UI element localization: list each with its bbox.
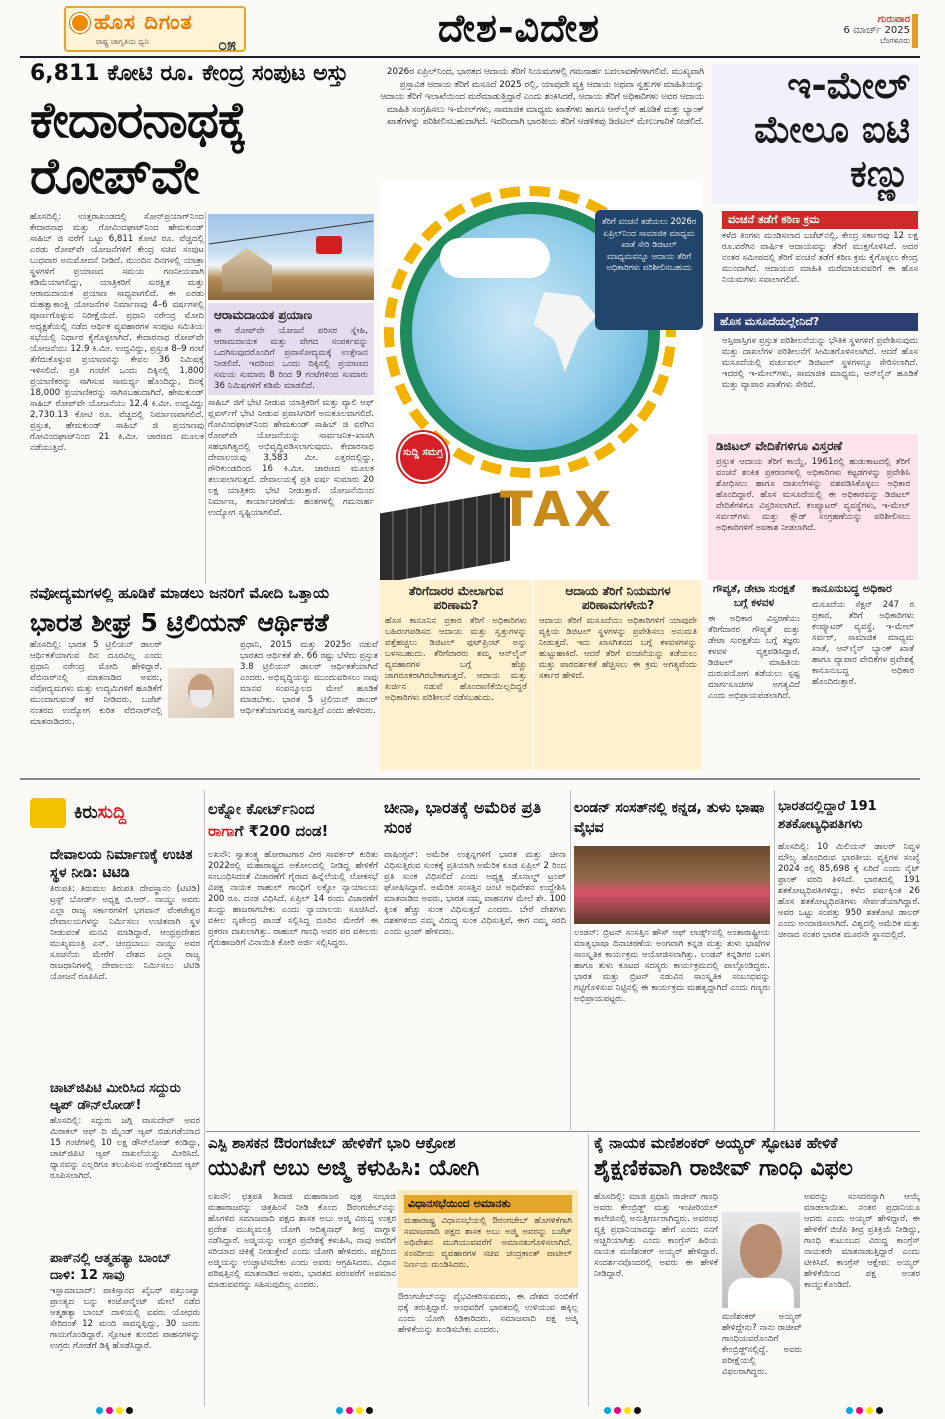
cable-car	[316, 236, 342, 254]
aiyar-headline: ಶೈಕ್ಷಣಿಕವಾಗಿ ರಾಜೀವ್ ಗಾಂಧಿ ವಿಫಲ	[594, 1156, 853, 1181]
suspension-box-title: ವಿಧಾನಸಭೆಯಿಂದ ಅಮಾನತು	[404, 1195, 572, 1213]
rules-impact-title: ಆದಾಯ ತೆರಿಗೆ ನಿಯಮಗಳ ಪರಿಣಾಮಗಳೇನು?	[565, 584, 671, 612]
section-title: ದೇಶ-ವಿದೇಶ	[438, 6, 600, 50]
print-registration-marks	[96, 1407, 133, 1415]
rahul-headline-b: ರಾಗಾ	[208, 822, 235, 840]
masthead-accent-bar	[912, 14, 918, 48]
billionaire-headline: ಭಾರತದಲ್ಲಿದ್ದಾರೆ 191 ಶತಕೋಟ್ಯಧಿಪತಿಗಳು	[778, 799, 877, 832]
subhead-new-bill: ಹೊಸ ಮಸೂದೆಯಲ್ಲೇನಿದೆ?	[714, 313, 918, 331]
column-divider	[205, 212, 206, 584]
lead-body-col2: ಸಾಹಿಬ್ ಜಿಗೆ ಭೇಟಿ ನೀಡುವ ಯಾತ್ರಿಕರಿಗೆ ಮತ್ತು ವ್ಯಾಲಿ ಆಫ್ ಫ್ಲವರ್ಸ್‌ಗೆ ಭೇಟಿ ನೀಡುವ ಪ್ರವಾಸಿಗರಿಗೆ ಅನುಕೂಲವಾಗಲಿದೆ. ಗೋವಿಂದಘಾಟ್‌ನಿಂದ ಹೇಮಕುಂಡ್ ಸಾಹಿಬ್ ಜಿ ವರೆಗಿನ ರೋಪ್‌ವೇ ಯೋಜನೆಯನ್ನು ಸಾರ್ವಜನಿಕ–ಖಾಸಗಿ ಸಹಭಾಗಿತ್ವದಲ್ಲಿ ಅಭಿವೃದ್ಧಿಪಡಿಸಲಾಗುವುದು. ಕೇದಾರನಾಥ ದೇವಾಲಯವು 3,583 ಮೀ. ಎತ್ತರದಲ್ಲಿದ್ದು, ಗೌರಿಕುಂಡದಿಂದ 16 ಕಿ.ಮೀ. ಚಾರಣದ ಮೂಲಕ ತಲುಪಲಾಗುತ್ತದೆ. ದೇವಾಲಯಕ್ಕೆ ಪ್ರತಿ ವರ್ಷ ಸುಮಾರು 20 ಲಕ್ಷ ಯಾತ್ರಿಕರು ಭೇಟಿ ನೀಡುತ್ತಾರೆ. ಯೋಜನೆಯಿಂದ ನಿರ್ಮಾಣ, ಕಾರ್ಯಾಚರಣೆಯ ಹಂತಗಳಲ್ಲಿ ಗಮನಾರ್ಹ ಉದ್ಯೋಗ ಸೃಷ್ಟಿಯಾಗಲಿದೆ.	[208, 398, 374, 518]
aurangzeb-body-col1: ಲಖನೌ: ಛತ್ರಪತಿ ಶಿವಾಜಿ ಮಹಾರಾಜರ ಪುತ್ರ ಸಂಭಾಜಿ ಮಹಾರಾಜರನ್ನು ಚಿತ್ರಹಿಂಸೆ ನೀಡಿ ಕೊಂದ ಔರಂಗಜೇಬ್‌ನನ್ನು ಹೊಗಳಿದ ಸಮಾಜವಾದಿ ಪಕ್ಷದ ಶಾಸಕ ಅಬು ಅಜ್ಮಿ ವಿರುದ್ಧ ಉತ್ತರ ಪ್ರದೇಶ ಮುಖ್ಯಮಂತ್ರಿ ಯೋಗಿ ಆದಿತ್ಯನಾಥ್ ತೀವ್ರ ವಾಗ್ದಾಳಿ ನಡೆಸಿದ್ದಾರೆ. ಅಜ್ಮಿಯನ್ನು ಉತ್ತರ ಪ್ರದೇಶಕ್ಕೆ ಕಳುಹಿಸಿ, ನಾವು ಅವರಿಗೆ ಸರಿಯಾದ ಚಿಕಿತ್ಸೆ ನೀಡುತ್ತೇವೆ ಎಂದು ಯೋಗಿ ಹೇಳಿದರು. ಪಕ್ಷದಿಂದ ಅಜ್ಮಿಯನ್ನು ಉಚ್ಚಾಟಿಸಬೇಕು ಎಂದು ಅವರು ಆಗ್ರಹಿಸಿದರು. ವಿಧಾನ ಪರಿಷತ್ತಿನಲ್ಲಿ ಮಾತನಾಡಿದ ಅವರು, ಭಾರತದ ಪರಂಪರೆಗೆ ಅವಮಾನ ಮಾಡುವವರನ್ನು ಸಹಿಸುವುದಿಲ್ಲ ಎಂದರು.	[208, 1192, 396, 1290]
pak-brief-text: ಇಸ್ಲಾಮಾಬಾದ್: ಪಾಕಿಸ್ತಾನದ ಖೈಬರ್ ಪಖ್ತುಂಖ್ವಾ ಪ್ರಾಂತ್ಯದ ಬನ್ನು ಕಂಟೋನ್ಮೆಂಟ್ ಮೇಲೆ ನಡೆದ ಆತ್ಮಹತ್ಯಾ ಬಾಂಬ್ ದಾಳಿಯಲ್ಲಿ ಐವರು ಯೋಧರು ಸೇರಿದಂತೆ 12 ಮಂದಿ ಸಾವನ್ನಪ್ಪಿದ್ದು, 30 ಜನರು ಗಾಯಗೊಂಡಿದ್ದಾರೆ. ಸ್ಫೋಟಕ ತುಂಬಿದ ವಾಹನಗಳನ್ನು ಉಗ್ರರು ಗೋಡೆಗೆ ಡಿಕ್ಕಿ ಹೊಡೆಸಿದ್ದಾರೆ.	[50, 1286, 200, 1351]
pak-brief-headline: ಪಾಕ್‌ನಲ್ಲಿ ಆತ್ಮಹತ್ಯಾ ಬಾಂಬ್ ದಾಳಿ: 12 ಸಾವು	[50, 1251, 171, 1283]
modi-body-col1: ಹೊಸದಿಲ್ಲಿ: ಭಾರತ 5 ಟ್ರಿಲಿಯನ್ ಡಾಲರ್ ಆರ್ಥಿಕತೆಯಾಗುವ ದಿನ ದೂರವಿಲ್ಲ ಎಂದು ಪ್ರಧಾನಿ ನರೇಂದ್ರ ಮೋದಿ ಹೇಳಿದ್ದಾರೆ. ವೆಬಿನಾರ್‌ನಲ್ಲಿ ಮಾತನಾಡಿದ ಅವರು, ನವೋದ್ಯಮಗಳು ಮತ್ತು ಉದ್ಯಮಿಗಳಿಗೆ ಹೂಡಿಕೆಗೆ ಮುಂದಾಗುವಂತೆ ಕರೆ ನೀಡಿದರು. ಬಜೆಟ್ ನಂತರದ ಉದ್ಯೋಗ ಕುರಿತ ವೆಬಿನಾರ್‌ನಲ್ಲಿ ಮಾತನಾಡಿದರು.	[30, 640, 162, 727]
travel-infobox	[208, 303, 374, 395]
modi-headline: ಭಾರತ ಶೀಘ್ರ 5 ಟ್ರಿಲಿಯನ್ ಆರ್ಥಿಕತೆ	[30, 608, 329, 637]
modi-body-col2: ಪ್ರಧಾನಿ, 2015 ಮತ್ತು 2025ರ ನಡುವೆ ಭಾರತದ ಆರ್ಥಿಕತೆ ಶೇ. 66 ರಷ್ಟು ಬೆಳೆದು ಪ್ರಸ್ತುತ 3.8 ಟ್ರಿಲಿಯನ್ ಡಾಲರ್ ಆರ್ಥಿಕತೆಯಾಗಿದೆ ಎಂದರು. ಅಭಿವೃದ್ಧಿಯನ್ನು ಮುಂದುವರಿಸಲು ನಾವು ಮಾನವ ಸಂಪನ್ಮೂಲದ ಮೇಲೆ ಹೂಡಿಕೆ ಮಾಡಬೇಕು. ಭಾರತ 5 ಟ್ರಿಲಿಯನ್ ಡಾಲರ್ ಆರ್ಥಿಕತೆಯಾಗುವತ್ತ ಸಾಗುತ್ತಿದೆ ಎಂದು ಹೇಳಿದರು.	[240, 640, 378, 716]
aiyar-photo	[722, 1212, 800, 1308]
tax-blocks: TAX	[500, 482, 616, 538]
portrait-body	[728, 1278, 794, 1308]
dateline	[800, 14, 910, 46]
lead-kicker: 6,811 ಕೋಟಿ ರೂ. ಕೇಂದ್ರ ಸಂಪುಟ ಅಸ್ತು	[30, 61, 349, 86]
aiyar-body-col2: ಅವರನ್ನು ಸಂಸದರನ್ನಾಗಿ ಆಯ್ಕೆ ಮಾಡಲಾಯಿತು. ನಂತರ ಪ್ರಧಾನಿಯೂ ಆದರು ಎಂದು ಅಯ್ಯರ್ ಹೇಳಿದ್ದಾರೆ. ಈ ಹೇಳಿಕೆಗೆ ಬಿಜೆಪಿ ತೀವ್ರ ಪ್ರತಿಕ್ರಿಯೆ ನೀಡಿದ್ದು, ಗಾಂಧಿ ಕುಟುಂಬದ ವಿರುದ್ಧ ಕಾಂಗ್ರೆಸ್ ನಾಯಕರೇ ಮಾತನಾಡುತ್ತಿದ್ದಾರೆ ಎಂದು ಟೀಕಿಸಿದೆ. ಕಾಂಗ್ರೆಸ್ ಆಕ್ಷೇಪ: ಅಯ್ಯರ್ ಹೇಳಿಕೆಯಿಂದ ಪಕ್ಷ ಅಂತರ ಕಾಯ್ದುಕೊಂಡಿದೆ.	[804, 1192, 920, 1290]
cloud-icon	[440, 238, 550, 278]
row-divider	[206, 1131, 920, 1132]
privacy-concern-title: ಗೌಪ್ಯತೆ, ಡೇಟಾ ಸುರಕ್ಷತೆ ಬಗ್ಗೆ ಕಳವಳ	[713, 583, 795, 609]
tax-callout-box: ತೆರಿಗೆ ವಂಚನೆ ತಡೆಯಲು 2026ರ ಏಪ್ರಿಲ್‌ನಿಂದ ಸಾಮಾಜಿಕ ಮಾಧ್ಯಮ ಖಾತೆ ಸೇರಿ ಡಿಜಿಟಲ್ ಮಾಧ್ಯಮವನ್ನೂ ಆದಾಯ ತೆರಿಗೆ ಅಧಿಕಾರಿಗಳು ಪರಿಶೀಲಿಸಬಹುದು	[595, 210, 703, 330]
digital-platforms-title: ಡಿಜಿಟಲ್ ವೇದಿಕೆಗಳಿಗೂ ವಿಸ್ತರಣೆ	[716, 439, 843, 453]
aiyar-kicker: ಕೈ ನಾಯಕ ಮಣಿಶಂಕರ್ ಅಯ್ಯರ್ ಸ್ಫೋಟಕ ಹೇಳಿಕೆ	[594, 1134, 838, 1152]
travel-infobox-title: ಆರಾಮದಾಯಕ ಪ್ರಯಾಣ	[214, 308, 313, 322]
aiyar-body-col1: ಹೊಸದಿಲ್ಲಿ: ಮಾಜಿ ಪ್ರಧಾನಿ ರಾಜೀವ್ ಗಾಂಧಿ ಅವರು ಕೇಂಬ್ರಿಡ್ಜ್ ಮತ್ತು ಇಂಪೀರಿಯಲ್ ಕಾಲೇಜಿನಲ್ಲಿ ಅನುತ್ತೀರ್ಣರಾಗಿದ್ದರು. ಅವರಂಥ ವ್ಯಕ್ತಿ ಪ್ರಧಾನಿಯಾದದ್ದು ಹೇಗೆ ಎಂದು ನನಗೆ ಅಚ್ಚರಿಯಾಗಿತ್ತು ಎಂದು ಕಾಂಗ್ರೆಸ್ ಹಿರಿಯ ನಾಯಕ ಮಣಿಶಂಕರ್ ಅಯ್ಯರ್ ಹೇಳಿದ್ದಾರೆ. ಸಂದರ್ಶನವೊಂದರಲ್ಲಿ ಅವರು ಈ ಹೇಳಿಕೆ ನೀಡಿದ್ದಾರೆ.	[594, 1192, 718, 1279]
legal-authority-box	[808, 582, 918, 768]
logo-emblem-icon	[70, 13, 90, 33]
aurangzeb-headline: ಯುಪಿಗೆ ಅಬು ಅಜ್ಮಿ ಕಳುಹಿಸಿ: ಯೋಗಿ	[208, 1156, 480, 1181]
suspension-box	[398, 1190, 578, 1288]
ropeway-cable	[209, 220, 374, 244]
legal-authority-text: ಮಸೂದೆಯ ಸೆಕ್ಷನ್ 247 ರ ಪ್ರಕಾರ, ತೆರಿಗೆ ಅಧಿಕಾರಿಗಳು ಕಂಪ್ಯೂಟರ್ ವ್ಯವಸ್ಥೆ, ಇ-ಮೇಲ್ ಸರ್ವರ್, ಸಾಮಾಜಿಕ ಮಾಧ್ಯಮ ಖಾತೆ, ಆನ್‌ಲೈನ್ ಬ್ಯಾಂಕ್ ಖಾತೆ ಹಾಗೂ ವ್ಯಾಪಾರ ವೇದಿಕೆಗಳ ಪ್ರವೇಶಕ್ಕೆ ಕಾನೂನುಬದ್ಧ ಅಧಿಕಾರ ಹೊಂದಿರುತ್ತಾರೆ.	[812, 600, 914, 687]
print-registration-marks	[336, 1407, 373, 1415]
new-bill-text: ಆಸ್ತಿಪಾಸ್ತಿಗಳ ಪ್ರಸ್ತುತ ಪರಿಶೀಲನೆಯನ್ನು ಭೌತಿಕ ಸ್ಥಳಗಳಿಗೆ ಪ್ರವೇಶಿಸುವುದು ಮತ್ತು ದಾಖಲೆಗಳ ಪರಿಶೀಲನೆಗೆ ಸೀಮಿತಗೊಳಿಸಲಾಗಿದೆ. ಆದರೆ ಹೊಸ ಮಸೂದೆಯಲ್ಲಿ ವರ್ಚುವಲ್ ಡಿಜಿಟಲ್ ಸ್ಥಳಗಳನ್ನೂ ಸೇರಿಸಲಾಗಿದೆ. ಇದರಲ್ಲಿ ಇ-ಮೇಲ್‌ಗಳು, ಸಾಮಾಜಿಕ ಮಾಧ್ಯಮ, ಆನ್‌ಲೈನ್ ಹೂಡಿಕೆ ಮತ್ತು ವ್ಯಾಪಾರ ಖಾತೆಗಳು ಸೇರಿವೆ.	[722, 336, 918, 390]
london-headline: ಲಂಡನ್ ಸಂಸತ್‌ನಲ್ಲಿ ಕನ್ನಡ, ತುಳು ಭಾಷಾ ವೈಭವ	[574, 800, 765, 836]
london-event-photo	[574, 846, 770, 924]
kirusuddi-header	[30, 798, 190, 828]
page-number: ೦೫	[218, 35, 236, 54]
aurangzeb-kicker: ಎಸ್ಪಿ ಶಾಸಕನ ಔರಂಗಜೇಬ್ ಹೇಳಿಕೆಗೆ ಭಾರಿ ಆಕ್ರೋಶ	[208, 1134, 456, 1152]
rules-impact-box	[534, 580, 702, 770]
suddi-samagra-badge: ಸುದ್ದಿ ಸಮಗ್ರ	[398, 432, 448, 482]
rahul-text: ಲಖನೌ: ಸ್ವಾತಂತ್ರ್ಯ ಹೋರಾಟಗಾರ ವೀರ ಸಾವರ್ಕರ್ ಕುರಿತು 2022ರಲ್ಲಿ ಮಹಾರಾಷ್ಟ್ರದ ಅಕೋಲದಲ್ಲಿ ನೀಡಿದ್ದ ಹೇಳಿಕೆಗೆ ಸಂಬಂಧಿಸಿದಂತೆ ವಿಚಾರಣೆಗೆ ಗೈರಾದ ಹಿನ್ನೆಲೆಯಲ್ಲಿ ಲೋಕಸಭೆ ವಿಪಕ್ಷ ನಾಯಕ ರಾಹುಲ್ ಗಾಂಧಿಗೆ ಲಕ್ನೋ ನ್ಯಾಯಾಲಯ 200 ರೂ. ದಂಡ ವಿಧಿಸಿದೆ. ಏಪ್ರಿಲ್ 14 ರಂದು ವಿಚಾರಣೆಗೆ ಖುದ್ದು ಹಾಜರಾಗಬೇಕು ಎಂದು ನ್ಯಾಯಾಲಯ ಸೂಚಿಸಿದೆ. ವಕೀಲ ನೃಪೇಂದ್ರ ಪಾಂಡೆ ಸಲ್ಲಿಸಿದ್ದ ದೂರಿನ ಮೇರೆಗೆ ಈ ಪ್ರಕರಣ ದಾಖಲಾಗಿತ್ತು. ರಾಹುಲ್ ಗಾಂಧಿ ಅವರ ಪರ ವಕೀಲರು ಗೈರುಹಾಜರಿಗೆ ವಿನಾಯಿತಿ ಕೋರಿ ಅರ್ಜಿ ಸಲ್ಲಿಸಿದ್ದರು.	[208, 850, 378, 948]
privacy-concern-box	[704, 582, 804, 768]
aiyar-body-col3: ಮಣಿಶಂಕರ್ ಅಯ್ಯರ್ ಹೇಳಿದ್ದೇನು? ನಾನು ರಾಜೀವ್ ಗಾಂಧಿಯವರೊಂದಿಗೆ ಕೇಂಬ್ರಿಡ್ಜ್‌ನಲ್ಲಿದ್ದೆ. ಅವರು ಪರೀಕ್ಷೆಯಲ್ಲಿ ವಿಫಲರಾಗಿದ್ದರು.	[722, 1312, 802, 1377]
aurangzeb-body-col2: ಔರಂಗಜೇಬ್‌ನನ್ನು ವೈಭವೀಕರಿಸುವವರು, ಈ ದೇಶದ ನಂಬಿಕೆಗೆ ಧಕ್ಕೆ ತರುತ್ತಿದ್ದಾರೆ. ಅಂಥವರಿಗೆ ಭಾರತದಲ್ಲಿ ಉಳಿಯುವ ಹಕ್ಕಿಲ್ಲ ಎಂದು ಯೋಗಿ ಕಿಡಿಕಾರಿದರು. ಸಮಾಜವಾದಿ ಪಕ್ಷ ಅಜ್ಮಿ ಹೇಳಿಕೆಯನ್ನು ಖಂಡಿಸಬೇಕು ಎಂದರು.	[398, 1292, 578, 1335]
kirusuddi-label-b: ಸುದ್ದಿ	[97, 802, 127, 823]
keyboard-icon	[380, 491, 510, 580]
lead-body-col1: ಹೊಸದಿಲ್ಲಿ: ಉತ್ತರಾಖಂಡದಲ್ಲಿ ಸೋನ್‌ಪ್ರಯಾಗ್‌ನಿಂದ ಕೇದಾರನಾಥ ಮತ್ತು ಗೋವಿಂದಘಾಟ್‌ನಿಂದ ಹೇಮಕುಂಡ್ ಸಾಹಿಬ್ ಜಿ ವರೆಗೆ ಒಟ್ಟು 6,811 ಕೋಟಿ ರೂ. ವೆಚ್ಚದಲ್ಲಿ ಎರಡು ರೋಪ್‌ವೇ ಯೋಜನೆಗಳಿಗೆ ಕೇಂದ್ರ ಸಚಿವ ಸಂಪುಟ ಬುಧವಾರ ಅನುಮೋದನೆ ನೀಡಿದೆ. ಮುಂದಿನ ದಿನಗಳಲ್ಲಿ ಯಾತ್ರಾ ಸ್ಥಳಗಳಿಗೆ ಪ್ರಯಾಣದ ಸಮಯ ಗಣನೀಯವಾಗಿ ಕಡಿಮೆಯಾಗಲಿದ್ದು, ಯಾತ್ರಿಕರಿಗೆ ಸುರಕ್ಷಿತ ಮತ್ತು ಆರಾಮದಾಯಕ ಪ್ರಯಾಣ ಸಾಧ್ಯವಾಗಲಿದೆ. ಈ ಎರಡು ಮಹತ್ವಾಕಾಂಕ್ಷಿ ಯೋಜನೆಗಳ ನಿರ್ಮಾಣವು 4–6 ವರ್ಷಗಳಲ್ಲಿ ಪೂರ್ಣಗೊಳ್ಳುವ ನಿರೀಕ್ಷೆಯಿದೆ. ಪ್ರಧಾನಿ ನರೇಂದ್ರ ಮೋದಿ ಅಧ್ಯಕ್ಷತೆಯಲ್ಲಿ ನಡೆದ ಆರ್ಥಿಕ ವ್ಯವಹಾರಗಳ ಸಂಪುಟ ಸಮಿತಿಯ ಸಭೆಯಲ್ಲಿ ನಿರ್ಧಾರ ಕೈಗೊಳ್ಳಲಾಗಿದೆ. ಕೇದಾರನಾಥ ರೋಪ್‌ವೇ ಯೋಜನೆಯು 12.9 ಕಿ.ಮೀ. ಉದ್ದವಿದ್ದು, ಪ್ರಸ್ತುತ 8–9 ಗಂಟೆ ತೆಗೆದುಕೊಳ್ಳುವ ಪ್ರಯಾಣವನ್ನು ಕೇವಲ 36 ನಿಮಿಷಕ್ಕೆ ಇಳಿಸಲಿದೆ. ಪ್ರತಿ ಗಂಟೆಗೆ ಒಂದು ದಿಕ್ಕಿನಲ್ಲಿ 1,800 ಪ್ರಯಾಣಿಕರನ್ನು ಸಾಗಿಸುವ ಸಾಮರ್ಥ್ಯ ಹೊಂದಿದ್ದು, ದಿನಕ್ಕೆ 18,000 ಪ್ರಯಾಣಿಕರನ್ನು ಸಾಗಿಸಬಹುದಾಗಿದೆ. ಹೇಮಕುಂಡ್ ಸಾಹಿಬ್ ರೋಪ್‌ವೇ ಯೋಜನೆಯು 12.4 ಕಿ.ಮೀ. ಉದ್ದವಿದ್ದು 2,730.13 ಕೋಟಿ ರೂ. ವೆಚ್ಚದಲ್ಲಿ ನಿರ್ಮಾಣವಾಗಲಿದೆ. ಪ್ರಸ್ತುತ, ಹೇಮಕುಂಡ್ ಸಾಹಿಬ್ ಜಿ ಪ್ರಯಾಣವು ಗೋವಿಂದಘಾಟ್‌ನಿಂದ 21 ಕಿ.ಮೀ. ಚಾರಣದ ಮೂಲಕ ನಡೆಯುತ್ತಿದೆ.	[30, 212, 204, 453]
email-headline: ಇ-ಮೇಲ್ ಮೇಲೂ ಐಟಿ ಕಣ್ಣು	[712, 64, 918, 204]
travel-infobox-text: ಈ ರೋಪ್‌ವೇ ಯೋಜನೆ ಪರಿಸರ ಸ್ನೇಹಿ, ಆರಾಮದಾಯಕ ಮತ್ತು ವೇಗದ ಸಂಪರ್ಕವನ್ನು ಒದಗಿಸುವುದರೊಂದಿಗೆ ಪ್ರವಾಸೋದ್ಯಮಕ್ಕೆ ಉತ್ತೇಜನ ನೀಡಲಿದೆ. ಇದರಿಂದ ಒಂದು ದಿಕ್ಕಿನಲ್ಲಿ ಪ್ರಯಾಣದ ಸಮಯ ಸುಮಾರು 8 ರಿಂದ 9 ಗಂಟೆಗಳಿಂದ ಸುಮಾರು 36 ನಿಮಿಷಗಳಿಗೆ ಕಡಿಮೆ ಮಾಡಲಿದೆ.	[214, 326, 368, 391]
london-text: ಲಂಡನ್: ಬ್ರಿಟನ್ ಸಂಸತ್ತಿನ ಹೌಸ್ ಆಫ್ ಲಾರ್ಡ್ಸ್‌ನಲ್ಲಿ ಅಂತಾರಾಷ್ಟ್ರೀಯ ಮಾತೃಭಾಷಾ ದಿನಾಚರಣೆಯ ಅಂಗವಾಗಿ ಕನ್ನಡ ಮತ್ತು ತುಳು ಭಾಷೆಗಳ ಸಾಂಸ್ಕೃತಿಕ ಕಾರ್ಯಕ್ರಮ ಆಯೋಜಿಸಲಾಗಿತ್ತು. ಲಂಡನ್ ಕನ್ನಡಿಗರ ಬಳಗ ಹಾಗೂ ತುಳು ಕೂಟದ ಸದಸ್ಯರು ಕಾರ್ಯಕ್ರಮದಲ್ಲಿ ಪಾಲ್ಗೊಂಡಿದ್ದರು. ಭಾರತ ಮತ್ತು ಬ್ರಿಟನ್ ನಡುವಿನ ಸಾಂಸ್ಕೃತಿಕ ಸಂಬಂಧವನ್ನು ಗಟ್ಟಿಗೊಳಿಸುವ ನಿಟ್ಟಿನಲ್ಲಿ ಈ ಕಾರ್ಯಕ್ರಮ ಮಹತ್ವದ್ದಾಗಿದೆ ಎಂದು ಗಣ್ಯರು ಅಭಿಪ್ರಾಯಪಟ್ಟರು.	[574, 928, 770, 1004]
rules-impact-text: ಆದಾಯ ತೆರಿಗೆ ಮಸೂದೆಯು ಅಧಿಕಾರಿಗಳಿಗೆ ಯಾವುದೇ ವ್ಯಕ್ತಿಯ ಡಿಜಿಟಲ್ ಸ್ಥಳಗಳನ್ನು ಪ್ರವೇಶಿಸಲು ಅನುಮತಿ ನೀಡುತ್ತದೆ. ಇದು ಖಾಸಗಿತನದ ಬಗ್ಗೆ ಕಳವಳಗಳನ್ನು ಹುಟ್ಟುಹಾಕಿದೆ. ಆದರೆ ತೆರಿಗೆ ವಂಚನೆಯನ್ನು ತಡೆಯಲು ಮತ್ತು ಪಾರದರ್ಶಕತೆ ಹೆಚ್ಚಿಸಲು ಈ ಕ್ರಮ ಅಗತ್ಯವೆಂದು ಸರ್ಕಾರ ಹೇಳಿದೆ.	[539, 616, 697, 681]
legal-authority-title: ಕಾನೂನುಬದ್ಧ ಅಧಿಕಾರ	[812, 582, 892, 595]
modi-kicker: ನವೋದ್ಯಮಗಳಲ್ಲಿ ಹೂಡಿಕೆ ಮಾಡಲು ಜನರಿಗೆ ಮೋದಿ ಒತ್ತಾಯ	[30, 584, 330, 602]
masthead-logo	[64, 6, 246, 52]
app-brief-headline: ಚಾಟ್‌ಜಿಪಿಟಿ ಮೀರಿಸಿದ ಸದ್ದುರು ಆ್ಯಪ್ ಡೌನ್‌ಲೋಡ್!	[50, 1081, 181, 1113]
portrait-beard	[190, 690, 212, 708]
column-divider	[570, 790, 571, 1130]
column-divider	[588, 1134, 589, 1406]
taxpayer-impact-text: ಹೊಸ ಕಾನೂನಿನ ಪ್ರಕಾರ ತೆರಿಗೆ ಅಧಿಕಾರಿಗಳು ಬಹಿರಂಗಪಡಿಸದ ಆದಾಯ ಮತ್ತು ಸ್ವತ್ತುಗಳನ್ನು ಪತ್ತೆಹಚ್ಚಲು ಡಿಜಿಟಲ್ ಫುಟ್‌ಪ್ರಿಂಟ್ ಅನ್ನು ಬಳಸಬಹುದು. ತೆರಿಗೆದಾರರು ತಮ್ಮ ಆನ್‌ಲೈನ್ ವ್ಯವಹಾರಗಳ ಬಗ್ಗೆ ಹೆಚ್ಚು ಜಾಗರೂಕರಾಗಿರಬೇಕಾಗುತ್ತದೆ. ಆದಾಯ ಮತ್ತು ಖರ್ಚಿನ ನಡುವೆ ಹೊಂದಾಣಿಕೆಯಿಲ್ಲದಿದ್ದರೆ ಅಧಿಕಾರಿಗಳು ಪರಿಶೀಲನೆ ನಡೆಸಬಹುದು.	[385, 616, 527, 703]
temple-brief-text: ತಿರುಪತಿ: ತಿರುಮಲ ತಿರುಪತಿ ದೇವಸ್ಥಾನಂ (ಟಿಟಿಡಿ) ಟ್ರಸ್ಟ್ ಬೋರ್ಡ್ ಅಧ್ಯಕ್ಷ ಬಿ.ಆರ್. ನಾಯ್ಡು ಅವರು ಎಲ್ಲಾ ರಾಜ್ಯ ಸರ್ಕಾರಗಳಿಗೆ ಭಗವಾನ್ ವೆಂಕಟೇಶ್ವರ ದೇವಾಲಯಗಳನ್ನು ನಿರ್ಮಿಸಲು ಉಚಿತವಾಗಿ ಸ್ಥಳ ನೀಡುವಂತೆ ಮನವಿ ಮಾಡಿದ್ದಾರೆ. ಆಂಧ್ರಪ್ರದೇಶದ ಮುಖ್ಯಮಂತ್ರಿ ಎನ್. ಚಂದ್ರಬಾಬು ನಾಯ್ಡು ಅವರ ಸೂಚನೆಯ ಮೇರೆಗೆ ದೇಶದ ಎಲ್ಲಾ ರಾಜ್ಯ ರಾಜಧಾನಿಗಳಲ್ಲಿ ದೇವಾಲಯ ನಿರ್ಮಿಸಲು ಟಿಟಿಡಿ ಯೋಜನೆ ರೂಪಿಸಿದೆ.	[50, 884, 200, 982]
city-label: ಬೆಂಗಳೂರು	[880, 36, 910, 45]
column-divider	[774, 790, 775, 1130]
suspension-box-text: ಮಹಾರಾಷ್ಟ್ರ ವಿಧಾನಸಭೆಯಲ್ಲಿ ಔರಂಗಜೇಬ್ ಹೊಗಳಿಕೆಗಾಗಿ ಸಮಾಜವಾದಿ ಪಕ್ಷದ ಶಾಸಕ ಅಬು ಅಜ್ಮಿ ಅವರನ್ನು ಬಜೆಟ್ ಅಧಿವೇಶನ ಮುಗಿಯುವವರೆಗೆ ಅಮಾನತುಗೊಳಿಸಲಾಗಿದೆ. ಸಂಸದೀಯ ವ್ಯವಹಾರಗಳ ಸಚಿವ ಚಂದ್ರಕಾಂತ್ ಪಾಟೀಲ್ ನಿರ್ಣಯ ಮಂಡಿಸಿದರು.	[404, 1216, 572, 1270]
fraud-text: ಕಳೆದ ತಿಂಗಳು ಮಂಡಿಸಲಾದ ಬಜೆಟ್‌ನಲ್ಲಿ, ಕೇಂದ್ರ ಸರ್ಕಾರವು 12 ಲಕ್ಷ ರೂ.ವರೆಗಿನ ವಾರ್ಷಿಕ ಆದಾಯವನ್ನು ತೆರಿಗೆ ಮುಕ್ತಗೊಳಿಸಿದೆ. ಅದರ ನಂತರ ಸಮೀಪದಲ್ಲಿ ತೆರಿಗೆ ವಂಚನೆ ತಡೆಗೆ ಕಠಿಣ ಕ್ರಮ ಕೈಗೊಳ್ಳಲು ಕೇಂದ್ರ ಮುಂದಾಗಿದೆ. ಆದಾಯದ ಮಾಹಿತಿ ಮರೆಮಾಚುವವರಿಗೆ ಈ ಹೊಸ ನಿಯಮಗಳು ಸವಾಲಾಗಲಿವೆ.	[722, 231, 918, 285]
paper-name: ಹೊಸ ದಿಗಂತ	[94, 10, 193, 34]
kirusuddi-label-a: ಕಿರು	[74, 802, 98, 823]
temple-brief-headline: ದೇವಾಲಯ ನಿರ್ಮಾಣಕ್ಕೆ ಉಚಿತ ಸ್ಥಳ ನೀಡಿ: ಟಿಟಿಡಿ	[50, 847, 193, 881]
digital-platforms-text: ಪ್ರಸ್ತುತ ಆದಾಯ ತೆರಿಗೆ ಕಾಯ್ದೆ, 1961ರಲ್ಲಿ ಹುಡುಕಾಟದಲ್ಲಿ ತೆರಿಗೆ ವಂಚನೆ ಶಂಕಿತ ಪ್ರಕರಣಗಳಲ್ಲಿ ಅಧಿಕಾರಿಗಳು ಕಟ್ಟಡಗಳನ್ನು ಪ್ರವೇಶಿಸಿ ಶೋಧಿಸಲು ಹಾಗೂ ದಾಖಲೆಗಳನ್ನು ವಶಪಡಿಸಿಕೊಳ್ಳಲು ಅಧಿಕಾರ ಹೊಂದಿದ್ದಾರೆ. ಹೊಸ ಮಸೂದೆಯಲ್ಲಿ ಈ ಅಧಿಕಾರವನ್ನು ಡಿಜಿಟಲ್ ವೇದಿಕೆಗಳಿಗೂ ವಿಸ್ತರಿಸಲಾಗಿದೆ. ಕಂಪ್ಯೂಟರ್ ವ್ಯವಸ್ಥೆಗಳು, ಇ-ಮೇಲ್ ಸರ್ವರ್‌ಗಳು ಮತ್ತು ಕ್ಲೌಡ್ ಸಂಗ್ರಹಣೆಯನ್ನು ಪರಿಶೀಲಿಸಲು ಅಧಿಕಾರಿಗಳಿಗೆ ಅವಕಾಶ ನೀಡಲಾಗಿದೆ.	[716, 457, 910, 533]
day-label: ಗುರುವಾರ	[877, 14, 910, 25]
print-registration-marks	[846, 1407, 883, 1415]
digital-platforms-box	[708, 434, 918, 580]
app-brief-text: ಹೊಸದಿಲ್ಲಿ: ಸದ್ಗುರು ಜಗ್ಗಿ ವಾಸುದೇವ್ ಅವರ ಮಿರಾಕಲ್ ಆಫ್ ದಿ ಮೈಂಡ್ ಆ್ಯಪ್ ಬಿಡುಗಡೆಯಾದ 15 ಗಂಟೆಗಳಲ್ಲಿ 10 ಲಕ್ಷ ಡೌನ್‌ಲೋಡ್ ಕಂಡಿದ್ದು, ಚಾಟ್‌ಜಿಪಿಟಿ ಆ್ಯಪ್ ದಾಖಲೆಯನ್ನು ಮೀರಿಸಿದೆ. ಧ್ಯಾನವನ್ನು ಎಲ್ಲರಿಗೂ ತಲುಪಿಸುವ ಉದ್ದೇಶದಿಂದ ಆ್ಯಪ್ ರೂಪಿಸಲಾಗಿದೆ.	[50, 1116, 200, 1181]
lead-headline: ಕೇದಾರನಾಥಕ್ಕೆ ರೋಪ್‌ವೇ	[30, 91, 247, 205]
fist-icon	[30, 798, 66, 828]
date-label: 6 ಮಾರ್ಚ್ 2025	[843, 25, 910, 36]
paper-tagline: ರಾಷ್ಟ್ರ ಜಾಗೃತಿಯ ಧ್ವನಿ	[96, 37, 149, 46]
row-divider	[20, 778, 920, 780]
masthead-divider	[20, 56, 920, 58]
rahul-headline	[208, 798, 378, 842]
tax-feature-intro: 2026ರ ಏಪ್ರಿಲ್‌ನಿಂದ, ಭಾರತದ ಆದಾಯ ತೆರಿಗೆ ನಿಯಮಗಳಲ್ಲಿ ಗಮನಾರ್ಹ ಬದಲಾವಣೆಗಳಾಗಲಿವೆ. ಮುಖ್ಯವಾಗಿ ಪ್ರಸ್ತಾವಿತ ಆದಾಯ ತೆರಿಗೆ ಮಸೂದೆ 2025 ರಲ್ಲಿ, ಯಾವುದೇ ವ್ಯಕ್ತಿ ಆದಾಯ ಅಥವಾ ಸ್ವತ್ತುಗಳ ಮಾಹಿತಿಯನ್ನು ಆದಾಯ ತೆರಿಗೆ ಇಲಾಖೆಯಿಂದ ಮರೆಮಾಡುತ್ತಿದ್ದಾರೆ ಎಂದು ಶಂಕಿಸಿದರೆ, ಆದಾಯ ತೆರಿಗೆ ಅಧಿಕಾರಿಗಳು ಅವರ ಆದಾಯ ಮಾಹಿತಿ ಸಂಗ್ರಹಿಸಲು ಇ-ಮೇಲ್‌ಗಳು, ಸಾಮಾಜಿಕ ಮಾಧ್ಯಮ ಖಾತೆಗಳು ಹಾಗೂ ಆನ್‌ಲೈನ್ ಹೂಡಿಕೆ ಮತ್ತು ಬ್ಯಾಂಕ್ ಖಾತೆಗಳನ್ನು ಪರಿಶೀಲಿಸಬಹುದಾಗಿದೆ. ಇದರಿಂದಾಗಿ ಭಾರತೀಯ ತೆರಿಗೆ ಆಡಳಿತವು ಡಿಜಿಟಲ್ ಮೇಲುಗಾರಿಕೆ ನೀಡಲಿದೆ.	[380, 67, 704, 127]
china-text: ವಾಷಿಂಗ್ಟನ್: ಅಮೆರಿಕ ಉತ್ಪನ್ನಗಳಿಗೆ ಭಾರತ ಮತ್ತು ಚೀನಾ ವಿಧಿಸುತ್ತಿರುವ ಸುಂಕಕ್ಕೆ ಪ್ರತಿಯಾಗಿ ಅಮೆರಿಕ ಕೂಡ ಏಪ್ರಿಲ್ 2 ರಿಂದ ಪ್ರತಿ ಸುಂಕ ವಿಧಿಸಲಿದೆ ಎಂದು ಅಧ್ಯಕ್ಷ ಡೊನಾಲ್ಡ್ ಟ್ರಂಪ್ ಘೋಷಿಸಿದ್ದಾರೆ. ಅಮೆರಿಕ ಸಂಸತ್ತಿನ ಜಂಟಿ ಅಧಿವೇಶನ ಉದ್ದೇಶಿಸಿ ಮಾತನಾಡಿದ ಅವರು, ಭಾರತ ನಮ್ಮ ವಾಹನಗಳ ಮೇಲೆ ಶೇ. 100 ಕ್ಕಿಂತ ಹೆಚ್ಚು ಸುಂಕ ವಿಧಿಸುತ್ತದೆ ಎಂದರು. ಬೇರೆ ದೇಶಗಳು ದಶಕಗಳಿಂದ ನಮ್ಮ ವಿರುದ್ಧ ಸುಂಕ ವಿಧಿಸುತ್ತಿವೆ, ಈಗ ನಮ್ಮ ಸರದಿ ಎಂದು ಟ್ರಂಪ್ ಹೇಳಿದರು.	[384, 850, 566, 937]
print-registration-marks	[604, 1407, 641, 1415]
portrait-face	[740, 1224, 782, 1278]
kirusuddi-label	[74, 802, 126, 823]
rahul-headline-c: ಗೆ ₹200 ದಂಡ!	[234, 822, 329, 840]
taxpayer-impact-box	[380, 580, 532, 770]
billionaire-text: ಹೊಸದಿಲ್ಲಿ: 10 ಮಿಲಿಯನ್ ಡಾಲರ್ ನಿವ್ವಳ ಮೌಲ್ಯ ಹೊಂದಿರುವ ಭಾರತೀಯ ವ್ಯಕ್ತಿಗಳ ಸಂಖ್ಯೆ 2024 ರಲ್ಲಿ 85,698 ಕ್ಕೆ ಏರಿದೆ ಎಂದು ನೈಟ್ ಫ್ರಾಂಕ್ ವರದಿ ತಿಳಿಸಿದೆ. ಭಾರತದಲ್ಲಿ 191 ಶತಕೋಟ್ಯಧಿಪತಿಗಳಿದ್ದು, ಕಳೆದ ವರ್ಷಕ್ಕಿಂತ 26 ಹೊಸ ಶತಕೋಟ್ಯಧಿಪತಿಗಳು ಸೇರ್ಪಡೆಯಾಗಿದ್ದಾರೆ. ಅವರ ಒಟ್ಟು ಸಂಪತ್ತು 950 ಶತಕೋಟಿ ಡಾಲರ್ ಎಂದು ಅಂದಾಜಿಸಲಾಗಿದೆ. ವಿಶ್ವದಲ್ಲಿ ಅಮೆರಿಕ ಮತ್ತು ಚೀನಾದ ನಂತರ ಭಾರತ ಮೂರನೇ ಸ್ಥಾನದಲ್ಲಿದೆ.	[778, 842, 920, 940]
subhead-fraud: ವಂಚನೆ ತಡೆಗೆ ಕಠಿಣ ಕ್ರಮ	[722, 211, 918, 229]
column-divider	[204, 790, 205, 1406]
modi-photo	[168, 668, 234, 718]
temple-shape	[222, 248, 272, 292]
rahul-headline-a: ಲಕ್ನೋ ಕೋರ್ಟ್‌ನಿಂದ	[208, 800, 315, 818]
ropeway-photo	[208, 214, 374, 300]
privacy-concern-text: ಈ ಅಧಿಕಾರ ವಿಸ್ತರಣೆಯು ತೆರಿಗೆದಾರರ ಗೌಪ್ಯತೆ ಮತ್ತು ಡೇಟಾ ಸುರಕ್ಷತೆಯ ಬಗ್ಗೆ ತಜ್ಞರು ಕಳವಳ ವ್ಯಕ್ತಪಡಿಸಿದ್ದಾರೆ. ಡಿಜಿಟಲ್ ಮಾಹಿತಿಯ ದುರುಪಯೋಗ ತಡೆಯಲು ಸ್ಪಷ್ಟ ಮಾರ್ಗಸೂಚಿಗಳ ಅಗತ್ಯವಿದೆ ಎಂದು ಅಭಿಪ್ರಾಯಪಡಲಾಗಿದೆ.	[708, 614, 800, 701]
china-headline: ಚೀನಾ, ಭಾರತಕ್ಕೆ ಅಮೆರಿಕ ಪ್ರತಿ ಸುಂಕ	[384, 798, 542, 837]
taxpayer-impact-title: ತೆರಿಗೆದಾರರ ಮೇಲಾಗುವ ಪರಿಣಾಮ?	[408, 584, 504, 612]
